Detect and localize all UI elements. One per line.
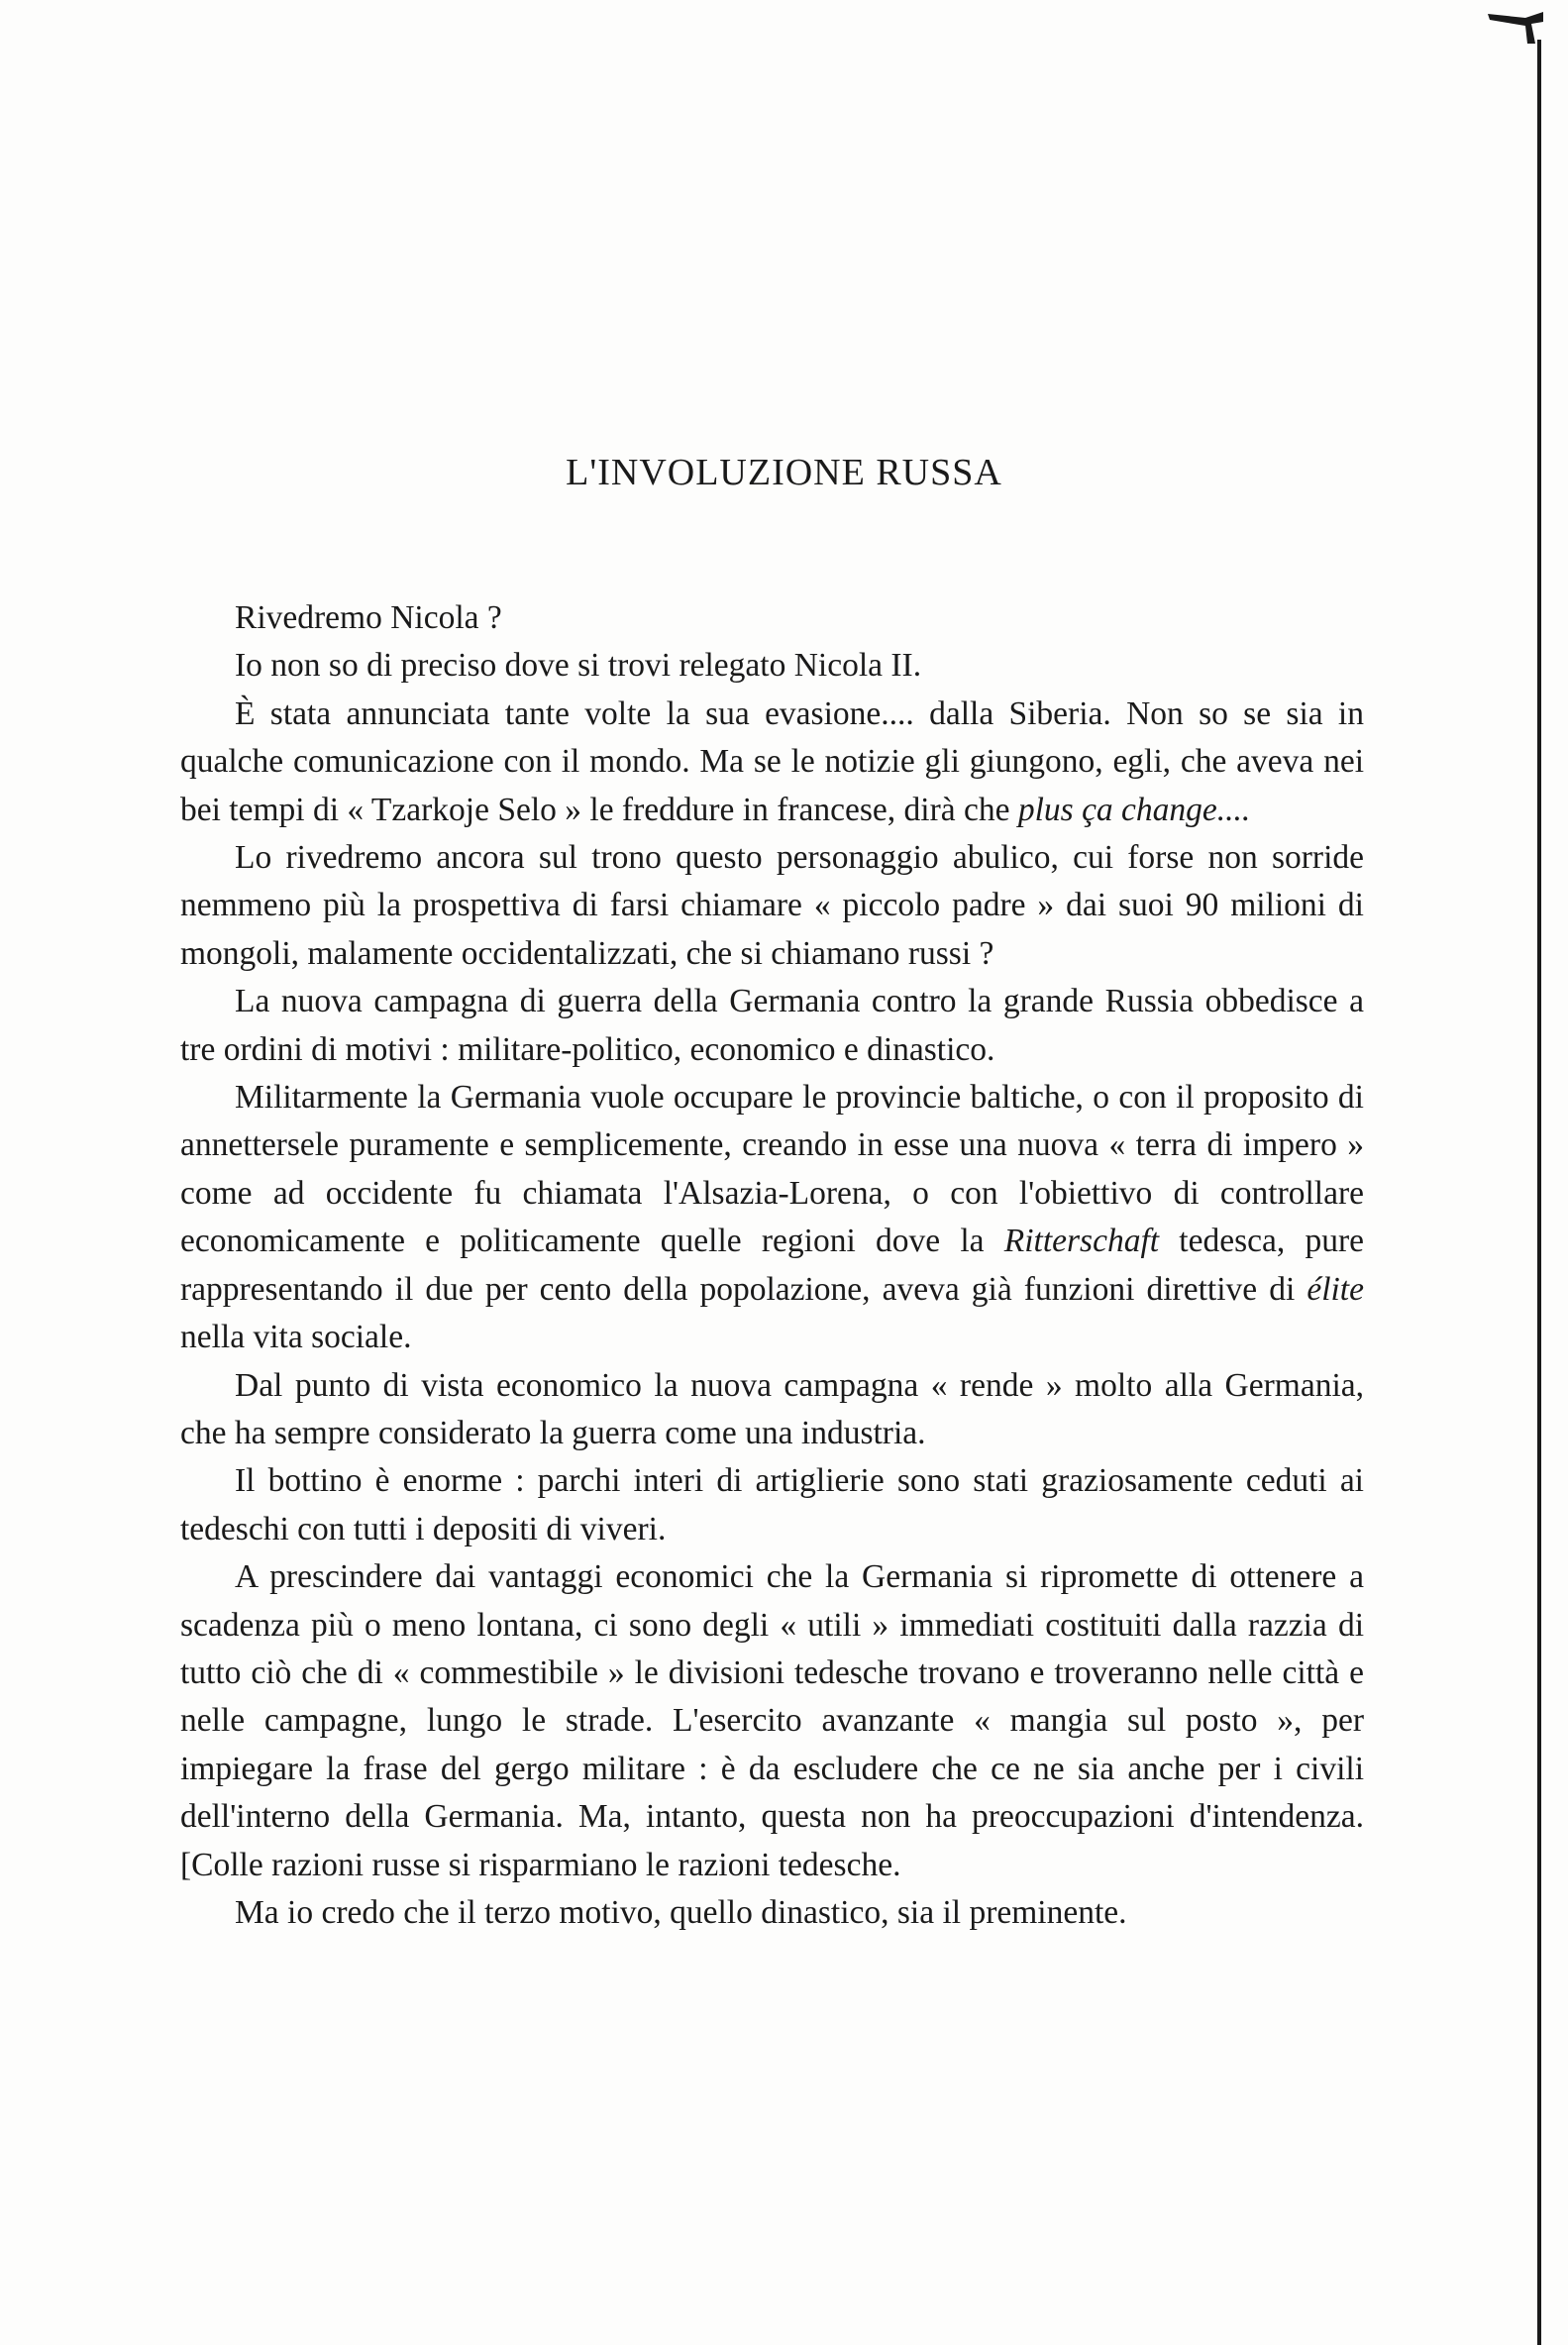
paragraph: La nuova campagna di guerra della Germania contro la grande Russia obbedisce a tre ordini di motivi : militare-politico, economico e dinastico.	[180, 983, 1364, 1068]
page-title: L'INVOLUZIONE RUSSA	[566, 452, 1002, 493]
binding-edge-line	[1537, 40, 1541, 2345]
body-text	[180, 594, 1364, 1937]
paragraph: Rivedremo Nicola ?	[235, 599, 502, 636]
paragraph: Ma io credo che il terzo motivo, quello dinastico, sia il preminente.	[235, 1893, 1127, 1931]
paragraph: A prescindere dai vantaggi economici che la Germania si ripromette di ottenere a scadenza più o meno lontana, ci sono degli « utili » immediati costituiti dalla razzia di tutto ciò che di « commestibile » le divisioni tedesche trovano e troveranno nelle città e nelle campagne, lungo le strade. L'esercito avanzante « mangia sul posto », per impiegare la frase del gergo militare : è da escludere che ce ne sia anche per i civili dell'interno della Germania. Ma, intanto, questa non ha preoccupazioni d'intendenza. [Colle razioni russe si risparmiano le razioni tedesche.	[180, 1558, 1364, 1883]
paragraph-text: tedesca, pure rappresentando il due per cento della popolazione, aveva già funzioni direttive di	[180, 1223, 1364, 1308]
paragraph-text: Militarmente la Germania vuole occupare le provincie baltiche, o con il proposito di annettersele puramente e semplicemente, creando in esse una nuova « terra di impero » come ad occidente fu chiamata l'Alsazia-Lorena, o con l'obiettivo di controllare economicamente e politicamente quelle regioni dove la	[180, 1079, 1364, 1260]
paragraph-text: nella vita sociale.	[180, 1319, 412, 1356]
paragraph: Lo rivedremo ancora sul trono questo personaggio abulico, cui forse non sorride nemmeno più la prospettiva di farsi chiamare « piccolo padre » dai suoi 90 milioni di mongoli, malamente occidentalizzati, che si chiamano russi ?	[180, 839, 1364, 972]
binding-edge-mark	[1486, 8, 1545, 44]
italic-term: Ritterschaft	[1003, 1223, 1160, 1260]
italic-term: élite	[1307, 1270, 1364, 1308]
italic-phrase: plus ça change....	[1017, 791, 1251, 828]
paragraph: Il bottino è enorme : parchi interi di artiglierie sono stati graziosamente ceduti ai tedeschi con tutti i depositi di viveri.	[180, 1462, 1364, 1547]
paragraph: Io non so di preciso dove si trovi relegato Nicola II.	[235, 647, 922, 685]
paragraph-text: È stata annunciata tante volte la sua evasione.... dalla Siberia. Non so se sia in qualche comunicazione con il mondo. Ma se le notizie gli giungono, egli, che aveva nei bei tempi di « Tzarkoje Selo » le freddure in francese, dirà che	[180, 694, 1364, 828]
paragraph	[180, 691, 1364, 834]
paragraph	[180, 1074, 1364, 1361]
paragraph: Dal punto di vista economico la nuova campagna « rende » molto alla Germania, che ha sempre considerato la guerra come una industria.	[180, 1366, 1364, 1451]
